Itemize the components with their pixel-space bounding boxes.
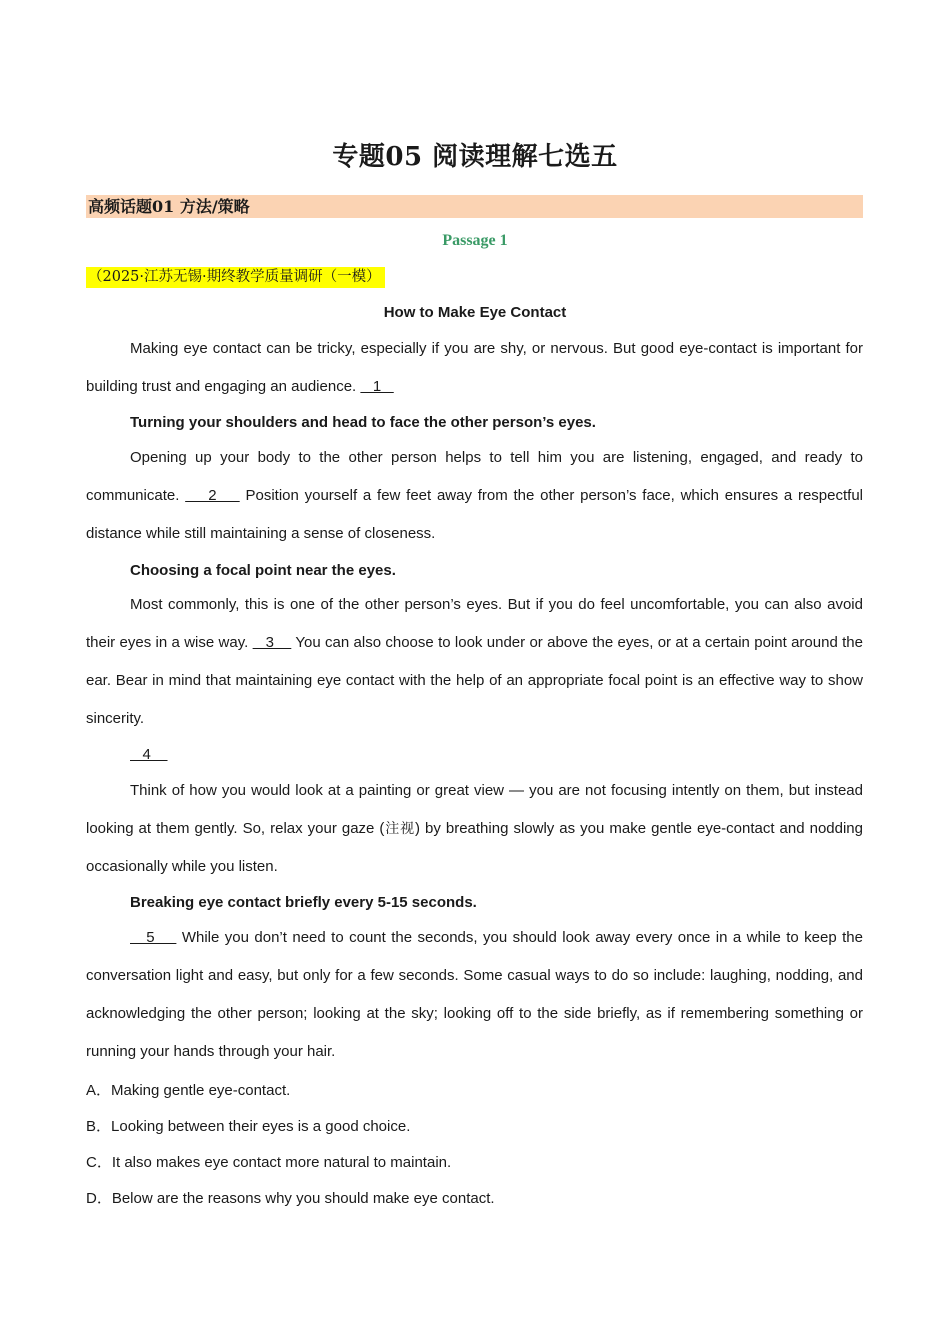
chinese-gloss: 注视 [384,821,415,837]
blank-1: 1 [360,378,394,395]
paragraph-5: 5 While you don’t need to count the seconds, you should look away every once in a while to keep the conversation light and easy, but only for a few seconds. Some casual ways to do so include: laughing, nodding, and acknowledging the other person; looking at the sky; looking off to the side briefly, as if remembering something or running your hands through your hair. [86,929,863,1060]
blank-4: 4 [130,746,168,763]
option-c: C．It also makes eye contact more natural to maintain. [86,1154,452,1171]
paragraph-2: Opening up your body to the other person helps to tell him you are listening, engaged, and ready to communicate. 2 Position yourself a few feet away from the other person’s face, which ensures a respectful distance while still maintaining a sense of closeness. [86,449,864,542]
option-b: B．Looking between their eyes is a good choice. [86,1118,411,1135]
heading-3: Breaking eye contact briefly every 5-15 seconds. [130,894,477,911]
blank-5: 5 [130,929,177,946]
source-highlight: （2025·江苏无锡·期终教学质量调研（一模） [86,267,385,288]
heading-1: Turning your shoulders and head to face the other person’s eyes. [130,414,596,431]
paragraph-1: Making eye contact can be tricky, especially if you are shy, or nervous. But good eye-contact is important for building trust and engaging an audience. 1 [86,340,863,395]
article-title: How to Make Eye Contact [383,304,567,321]
paragraph-blank-4 [86,736,863,774]
paragraph-4: Think of how you would look at a painting or great view — you are not focusing intently on them, but instead looking at them gently. So, relax your gaze (注视) by breathing slowly as you make gentle eye-contact and nodding occasionally while you listen. [86,782,863,875]
topic-banner: 高频话题01 方法/策略 [86,195,863,218]
blank-2: 2 [185,487,240,504]
blank-3: 3 [252,634,292,651]
heading-2: Choosing a focal point near the eyes. [130,562,396,579]
page-title: 专题05 阅读理解七选五 [332,142,618,172]
paragraph-3: Most commonly, this is one of the other person’s eyes. But if you do feel uncomfortable, you can also avoid their eyes in a wise way. 3 You can also choose to look under or above the eyes, or at a certain point around the ear. Bear in mind that maintaining eye contact with the help of an appropriate focal point is an effective way to show sincerity. [86,596,863,727]
passage-label: Passage 1 [442,232,508,249]
option-a: A．Making gentle eye-contact. [86,1082,291,1099]
option-d: D．Below are the reasons why you should make eye contact. [86,1190,495,1207]
